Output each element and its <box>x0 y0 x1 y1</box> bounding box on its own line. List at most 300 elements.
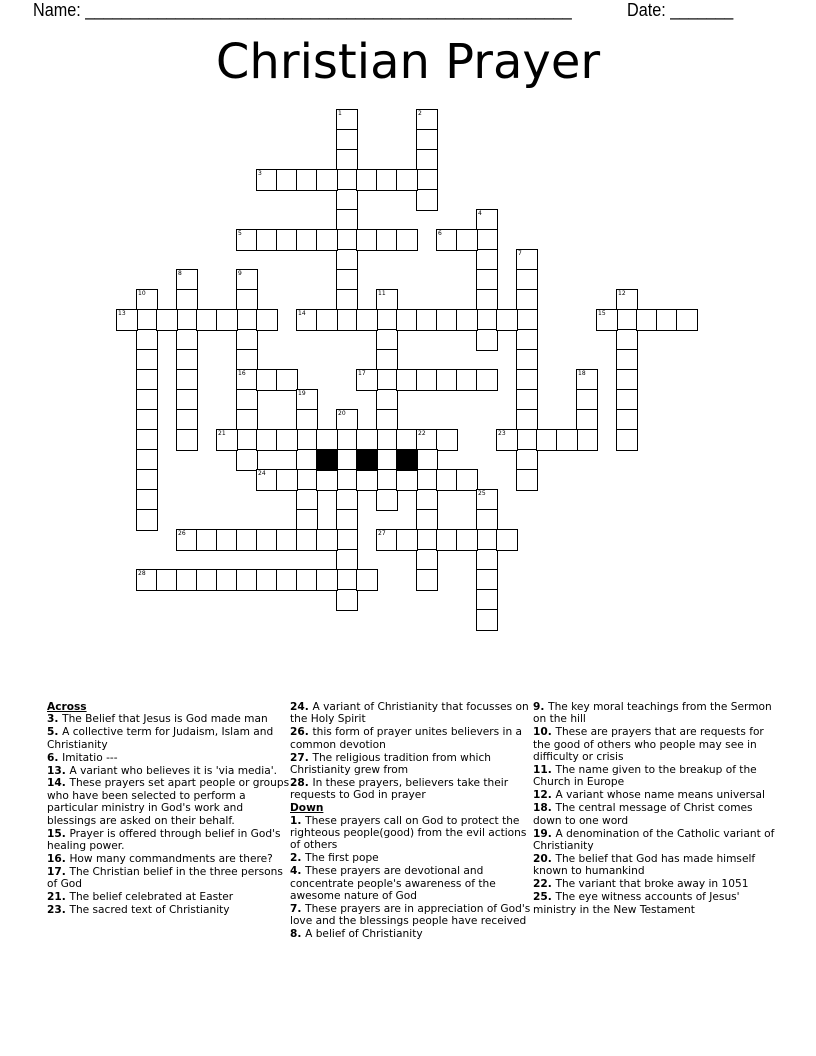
clue-across-24: 24. A variant of Christianity that focusses on the Holy Spirit <box>290 701 529 726</box>
grid-cell[interactable] <box>476 549 498 571</box>
grid-cell[interactable] <box>296 509 318 531</box>
grid-cell[interactable] <box>516 289 538 311</box>
clue-across-13: 13. A variant who believes it is 'via media'. <box>47 764 277 777</box>
grid-cell[interactable] <box>256 529 278 551</box>
grid-cell[interactable] <box>236 329 258 351</box>
clue-number-label: 11 <box>533 764 548 777</box>
grid-cell[interactable] <box>416 469 438 491</box>
clue-down-22: 22. The variant that broke away in 1051 <box>533 878 749 891</box>
clue-number: 10 <box>138 290 146 297</box>
grid-cell[interactable] <box>396 309 418 331</box>
grid-cell[interactable] <box>496 529 518 551</box>
grid-cell[interactable] <box>176 349 198 371</box>
clue-number-label: 21 <box>47 891 62 904</box>
grid-cell[interactable] <box>356 369 378 391</box>
clue-text: These prayers are devotional and concentrate people's awareness of the awesome nature of God <box>290 865 496 903</box>
grid-cell[interactable] <box>296 169 318 191</box>
clue-number-label: 24 <box>290 701 305 713</box>
grid-cell[interactable] <box>316 229 338 251</box>
grid-cell[interactable] <box>136 569 158 591</box>
grid-cell[interactable] <box>416 169 438 191</box>
grid-cell[interactable] <box>436 529 458 551</box>
grid-cell[interactable] <box>276 229 298 251</box>
grid-cell[interactable] <box>436 369 458 391</box>
grid-cell[interactable] <box>236 449 258 471</box>
grid-cell[interactable] <box>296 449 318 471</box>
grid-cell[interactable] <box>556 429 578 451</box>
clue-across-26: 26. this form of prayer unites believers in a common devotion <box>290 726 523 751</box>
grid-cell[interactable] <box>296 309 318 331</box>
grid-cell[interactable] <box>316 309 338 331</box>
clue-number-label: 1 <box>290 814 298 827</box>
black-cell <box>316 449 338 471</box>
clue-number: 15 <box>598 310 606 317</box>
grid-cell[interactable] <box>156 569 178 591</box>
grid-cell[interactable] <box>476 589 498 611</box>
name-field[interactable]: Name: ______________________________________________________ <box>33 0 572 20</box>
grid-cell[interactable] <box>356 429 378 451</box>
grid-cell[interactable] <box>456 309 478 331</box>
grid-cell[interactable] <box>236 409 258 431</box>
grid-cell[interactable] <box>416 109 438 131</box>
clue-down-2: 2. The first pope <box>290 852 379 865</box>
clue-number-label: 5 <box>47 726 55 739</box>
grid-cell[interactable] <box>616 389 638 411</box>
clue-number: 7 <box>518 250 522 257</box>
grid-cell[interactable] <box>136 409 158 431</box>
grid-cell[interactable] <box>476 309 498 331</box>
clue-text: A belief of Christianity <box>305 928 423 941</box>
clue-number-label: 6 <box>47 751 55 764</box>
clue-number-label: 22 <box>533 878 548 891</box>
grid-cell[interactable] <box>136 509 158 531</box>
grid-cell[interactable] <box>236 569 258 591</box>
grid-cell[interactable] <box>376 409 398 431</box>
grid-cell[interactable] <box>376 349 398 371</box>
grid-cell[interactable] <box>476 229 498 251</box>
grid-cell[interactable] <box>296 489 318 511</box>
grid-cell[interactable] <box>356 309 378 331</box>
grid-cell[interactable] <box>516 269 538 291</box>
grid-cell[interactable] <box>296 429 318 451</box>
clue-number: 11 <box>378 290 386 297</box>
grid-cell[interactable] <box>136 389 158 411</box>
clue-number-label: 10 <box>533 726 548 739</box>
clue-number: 26 <box>178 530 186 537</box>
grid-cell[interactable] <box>396 229 418 251</box>
clue-number-label: 2 <box>290 852 298 865</box>
clue-text: A variant whose name means universal <box>555 789 765 802</box>
grid-cell[interactable] <box>256 309 278 331</box>
clue-text: Imitatio --- <box>62 751 118 764</box>
grid-cell[interactable] <box>276 369 298 391</box>
grid-cell[interactable] <box>436 229 458 251</box>
grid-cell[interactable] <box>376 529 398 551</box>
grid-cell[interactable] <box>236 369 258 391</box>
grid-cell[interactable] <box>316 429 338 451</box>
clue-number-label: 18 <box>533 802 548 815</box>
grid-cell[interactable] <box>136 289 158 311</box>
clue-down-8: 8. A belief of Christianity <box>290 928 423 941</box>
grid-cell[interactable] <box>616 329 638 351</box>
grid-cell[interactable] <box>356 569 378 591</box>
grid-cell[interactable] <box>136 489 158 511</box>
grid-cell[interactable] <box>336 489 358 511</box>
grid-cell[interactable] <box>336 209 358 231</box>
clue-number-label: 20 <box>533 852 548 865</box>
clue-number: 1 <box>338 110 342 117</box>
grid-cell[interactable] <box>396 469 418 491</box>
grid-cell[interactable] <box>276 429 298 451</box>
grid-cell[interactable] <box>336 269 358 291</box>
grid-cell[interactable] <box>476 329 498 351</box>
clue-down-10: 10. These are prayers that are requests for the good of others who people may see in difficulty or crisis <box>533 726 764 764</box>
grid-cell[interactable] <box>216 429 238 451</box>
grid-cell[interactable] <box>336 309 358 331</box>
grid-cell[interactable] <box>476 489 498 511</box>
clue-number-label: 15 <box>47 827 62 840</box>
grid-cell[interactable] <box>416 509 438 531</box>
grid-cell[interactable] <box>316 469 338 491</box>
grid-cell[interactable] <box>516 409 538 431</box>
clue-text: The Belief that Jesus is God made man <box>62 713 268 726</box>
clue-across-6: 6. Imitatio --- <box>47 751 118 764</box>
grid-cell[interactable] <box>336 149 358 171</box>
clue-across-14: 14. These prayers set apart people or groups who have been selected to perform a particular ministry in God's work and blessings are asked on their behalf. <box>47 777 290 827</box>
grid-cell[interactable] <box>356 469 378 491</box>
grid-cell[interactable] <box>516 369 538 391</box>
clue-across-28: 28. In these prayers, believers take their requests to God in prayer <box>290 776 509 802</box>
grid-cell[interactable] <box>136 309 158 331</box>
grid-cell[interactable] <box>216 309 238 331</box>
grid-cell[interactable] <box>416 549 438 571</box>
clues-column-1 <box>47 701 292 917</box>
clue-across-16: 16. How many commandments are there? <box>47 852 273 865</box>
grid-cell[interactable] <box>616 409 638 431</box>
grid-cell[interactable] <box>476 209 498 231</box>
grid-cell[interactable] <box>376 229 398 251</box>
grid-cell[interactable] <box>176 369 198 391</box>
grid-cell[interactable] <box>296 469 318 491</box>
clue-number-label: 28 <box>290 776 305 789</box>
grid-cell[interactable] <box>336 529 358 551</box>
grid-cell[interactable] <box>476 569 498 591</box>
grid-cell[interactable] <box>376 369 398 391</box>
clue-number: 2 <box>418 110 422 117</box>
clues-column-2 <box>290 701 535 941</box>
grid-cell[interactable] <box>416 189 438 211</box>
clue-text: A denomination of the Catholic variant of Christianity <box>533 827 775 852</box>
grid-cell[interactable] <box>516 389 538 411</box>
grid-cell[interactable] <box>396 429 418 451</box>
clue-text: A variant who believes it is 'via media'. <box>69 764 277 777</box>
grid-cell[interactable] <box>476 369 498 391</box>
grid-cell[interactable] <box>516 249 538 271</box>
grid-cell[interactable] <box>336 509 358 531</box>
grid-cell[interactable] <box>616 349 638 371</box>
grid-cell[interactable] <box>676 309 698 331</box>
grid-cell[interactable] <box>176 329 198 351</box>
grid-cell[interactable] <box>616 309 638 331</box>
grid-cell[interactable] <box>396 529 418 551</box>
grid-cell[interactable] <box>336 249 358 271</box>
clue-text: In these prayers, believers take their requests to God in prayer <box>290 776 509 802</box>
grid-cell[interactable] <box>256 169 278 191</box>
grid-cell[interactable] <box>336 289 358 311</box>
grid-cell[interactable] <box>516 429 538 451</box>
grid-cell[interactable] <box>356 169 378 191</box>
grid-cell[interactable] <box>196 529 218 551</box>
grid-cell[interactable] <box>256 369 278 391</box>
grid-cell[interactable] <box>216 529 238 551</box>
clue-across-21: 21. The belief celebrated at Easter <box>47 891 234 904</box>
clue-text: These prayers are in appreciation of God's love and the blessings people have received <box>290 903 531 928</box>
grid-cell[interactable] <box>476 249 498 271</box>
grid-cell[interactable] <box>196 309 218 331</box>
grid-cell[interactable] <box>136 349 158 371</box>
grid-cell[interactable] <box>136 429 158 451</box>
grid-cell[interactable] <box>616 369 638 391</box>
grid-cell[interactable] <box>256 469 278 491</box>
grid-cell[interactable] <box>516 469 538 491</box>
grid-cell[interactable] <box>376 309 398 331</box>
grid-cell[interactable] <box>176 569 198 591</box>
grid-cell[interactable] <box>576 409 598 431</box>
grid-cell[interactable] <box>176 389 198 411</box>
grid-cell[interactable] <box>376 489 398 511</box>
grid-cell[interactable] <box>336 169 358 191</box>
clue-number: 28 <box>138 570 146 577</box>
clue-across-23: 23. The sacred text of Christianity <box>47 904 230 916</box>
grid-cell[interactable] <box>136 369 158 391</box>
clue-number-label: 25 <box>533 891 548 904</box>
grid-cell[interactable] <box>576 429 598 451</box>
clue-number-label: 23 <box>47 904 62 916</box>
grid-cell[interactable] <box>276 569 298 591</box>
clue-number: 12 <box>618 290 626 297</box>
clue-text: Prayer is offered through belief in God's healing power. <box>47 827 281 852</box>
grid-cell[interactable] <box>336 189 358 211</box>
grid-cell[interactable] <box>516 309 538 331</box>
clue-text: These are prayers that are requests for the good of others who people may see in difficulty or crisis <box>533 726 764 764</box>
grid-cell[interactable] <box>636 309 658 331</box>
grid-cell[interactable] <box>236 349 258 371</box>
date-field[interactable]: Date: _______ <box>627 0 734 20</box>
grid-cell[interactable] <box>316 529 338 551</box>
grid-cell[interactable] <box>156 309 178 331</box>
clue-number: 8 <box>178 270 182 277</box>
clue-text: The belief celebrated at Easter <box>69 891 234 904</box>
clue-across-3: 3. The Belief that Jesus is God made man <box>47 713 268 726</box>
clue-text: The key moral teachings from the Sermon on the hill <box>533 701 772 726</box>
grid-cell[interactable] <box>476 509 498 531</box>
grid-cell[interactable] <box>396 369 418 391</box>
grid-cell[interactable] <box>116 309 138 331</box>
clue-number: 27 <box>378 530 386 537</box>
grid-cell[interactable] <box>376 169 398 191</box>
grid-cell[interactable] <box>296 389 318 411</box>
grid-cell[interactable] <box>216 569 238 591</box>
clue-down-11: 11. The name given to the breakup of the Church in Europe <box>533 764 757 789</box>
grid-cell[interactable] <box>616 289 638 311</box>
grid-cell[interactable] <box>416 309 438 331</box>
clue-number: 4 <box>478 210 482 217</box>
clue-across-15: 15. Prayer is offered through belief in God's healing power. <box>47 827 281 852</box>
grid-cell[interactable] <box>416 529 438 551</box>
clue-text: The religious tradition from which Christianity grew from <box>290 751 492 777</box>
grid-cell[interactable] <box>176 429 198 451</box>
grid-cell[interactable] <box>396 169 418 191</box>
clue-text: These prayers set apart people or groups who have been selected to perform a particular ministry in God's work and blessings are asked on their behalf. <box>47 777 290 827</box>
grid-cell[interactable] <box>356 229 378 251</box>
grid-cell[interactable] <box>376 329 398 351</box>
clue-text: The Christian belief in the three persons of God <box>47 865 283 891</box>
grid-cell[interactable] <box>516 449 538 471</box>
clue-text: The belief that God has made himself known to humankind <box>533 852 756 878</box>
grid-cell[interactable] <box>376 289 398 311</box>
clue-down-1: 1. These prayers call on God to protect the righteous people(good) from the evil actions of others <box>290 814 527 852</box>
clue-text: The central message of Christ comes down to one word <box>533 802 753 827</box>
grid-cell[interactable] <box>476 529 498 551</box>
grid-cell[interactable] <box>416 129 438 151</box>
grid-cell[interactable] <box>376 389 398 411</box>
grid-cell[interactable] <box>516 349 538 371</box>
grid-cell[interactable] <box>176 289 198 311</box>
grid-cell[interactable] <box>236 389 258 411</box>
grid-cell[interactable] <box>416 569 438 591</box>
grid-cell[interactable] <box>176 309 198 331</box>
grid-cell[interactable] <box>336 549 358 571</box>
clue-number: 6 <box>438 230 442 237</box>
clue-across-27: 27. The religious tradition from which Christianity grew from <box>290 751 492 777</box>
grid-cell[interactable] <box>176 529 198 551</box>
clue-number-label: 26 <box>290 726 305 739</box>
grid-cell[interactable] <box>336 429 358 451</box>
clue-number: 23 <box>498 430 506 437</box>
clue-number: 14 <box>298 310 306 317</box>
grid-cell[interactable] <box>616 429 638 451</box>
grid-cell[interactable] <box>236 269 258 291</box>
clue-number: 24 <box>258 470 266 477</box>
grid-cell[interactable] <box>236 529 258 551</box>
clue-across-5: 5. A collective term for Judaism, Islam and Christianity <box>47 726 274 751</box>
clue-number-label: 27 <box>290 751 305 764</box>
grid-cell[interactable] <box>376 469 398 491</box>
grid-cell[interactable] <box>336 589 358 611</box>
grid-cell[interactable] <box>456 229 478 251</box>
grid-cell[interactable] <box>316 169 338 191</box>
grid-cell[interactable] <box>456 369 478 391</box>
page-title: Christian Prayer <box>215 34 601 90</box>
black-cell <box>396 449 418 471</box>
clue-number: 19 <box>298 390 306 397</box>
grid-cell[interactable] <box>336 229 358 251</box>
clue-number-label: 14 <box>47 777 62 790</box>
grid-cell[interactable] <box>436 309 458 331</box>
clue-number-label: 19 <box>533 827 548 840</box>
grid-cell[interactable] <box>436 469 458 491</box>
grid-cell[interactable] <box>476 269 498 291</box>
grid-cell[interactable] <box>136 449 158 471</box>
grid-cell[interactable] <box>336 469 358 491</box>
grid-cell[interactable] <box>276 169 298 191</box>
grid-cell[interactable] <box>596 309 618 331</box>
grid-cell[interactable] <box>336 129 358 151</box>
grid-cell[interactable] <box>576 389 598 411</box>
clue-number-label: 16 <box>47 852 62 865</box>
grid-cell[interactable] <box>536 429 558 451</box>
grid-cell[interactable] <box>336 569 358 591</box>
grid-cell[interactable] <box>436 429 458 451</box>
clue-number: 21 <box>218 430 226 437</box>
grid-cell[interactable] <box>336 409 358 431</box>
clue-down-9: 9. The key moral teachings from the Sermon on the hill <box>533 701 772 726</box>
clue-text: The variant that broke away in 1051 <box>555 878 749 891</box>
grid-cell[interactable] <box>296 569 318 591</box>
clue-down-20: 20. The belief that God has made himself known to humankind <box>533 852 756 878</box>
grid-cell[interactable] <box>516 329 538 351</box>
grid-cell[interactable] <box>476 289 498 311</box>
grid-cell[interactable] <box>236 229 258 251</box>
grid-cell[interactable] <box>576 369 598 391</box>
grid-cell[interactable] <box>496 309 518 331</box>
grid-cell[interactable] <box>456 469 478 491</box>
grid-cell[interactable] <box>276 529 298 551</box>
grid-cell[interactable] <box>136 469 158 491</box>
grid-cell[interactable] <box>176 269 198 291</box>
grid-cell[interactable] <box>376 449 398 471</box>
grid-cell[interactable] <box>416 369 438 391</box>
grid-cell[interactable] <box>236 289 258 311</box>
grid-cell[interactable] <box>296 229 318 251</box>
grid-cell[interactable] <box>256 569 278 591</box>
grid-cell[interactable] <box>236 309 258 331</box>
grid-cell[interactable] <box>316 569 338 591</box>
grid-cell[interactable] <box>476 609 498 631</box>
grid-cell[interactable] <box>296 409 318 431</box>
clue-number: 17 <box>358 370 366 377</box>
grid-cell[interactable] <box>416 449 438 471</box>
clue-number: 5 <box>238 230 242 237</box>
grid-cell[interactable] <box>196 569 218 591</box>
clue-number: 20 <box>338 410 346 417</box>
clue-number: 9 <box>238 270 242 277</box>
clue-number-label: 17 <box>47 865 62 878</box>
clue-number-label: 7 <box>290 903 298 915</box>
grid-cell[interactable] <box>336 109 358 131</box>
black-cell <box>356 449 378 471</box>
grid-cell[interactable] <box>276 469 298 491</box>
grid-cell[interactable] <box>256 229 278 251</box>
grid-cell[interactable] <box>656 309 678 331</box>
grid-cell[interactable] <box>336 449 358 471</box>
grid-cell[interactable] <box>236 429 258 451</box>
grid-cell[interactable] <box>256 429 278 451</box>
grid-cell[interactable] <box>456 529 478 551</box>
grid-cell[interactable] <box>416 489 438 511</box>
grid-cell[interactable] <box>376 429 398 451</box>
grid-cell[interactable] <box>416 149 438 171</box>
grid-cell[interactable] <box>136 329 158 351</box>
clue-number: 25 <box>478 490 486 497</box>
clue-number: 13 <box>118 310 126 317</box>
grid-cell[interactable] <box>496 429 518 451</box>
grid-cell[interactable] <box>176 409 198 431</box>
grid-cell[interactable] <box>416 429 438 451</box>
grid-cell[interactable] <box>296 529 318 551</box>
clue-text: The sacred text of Christianity <box>69 904 230 916</box>
clue-down-7: 7. These prayers are in appreciation of God's love and the blessings people have received <box>290 903 531 928</box>
